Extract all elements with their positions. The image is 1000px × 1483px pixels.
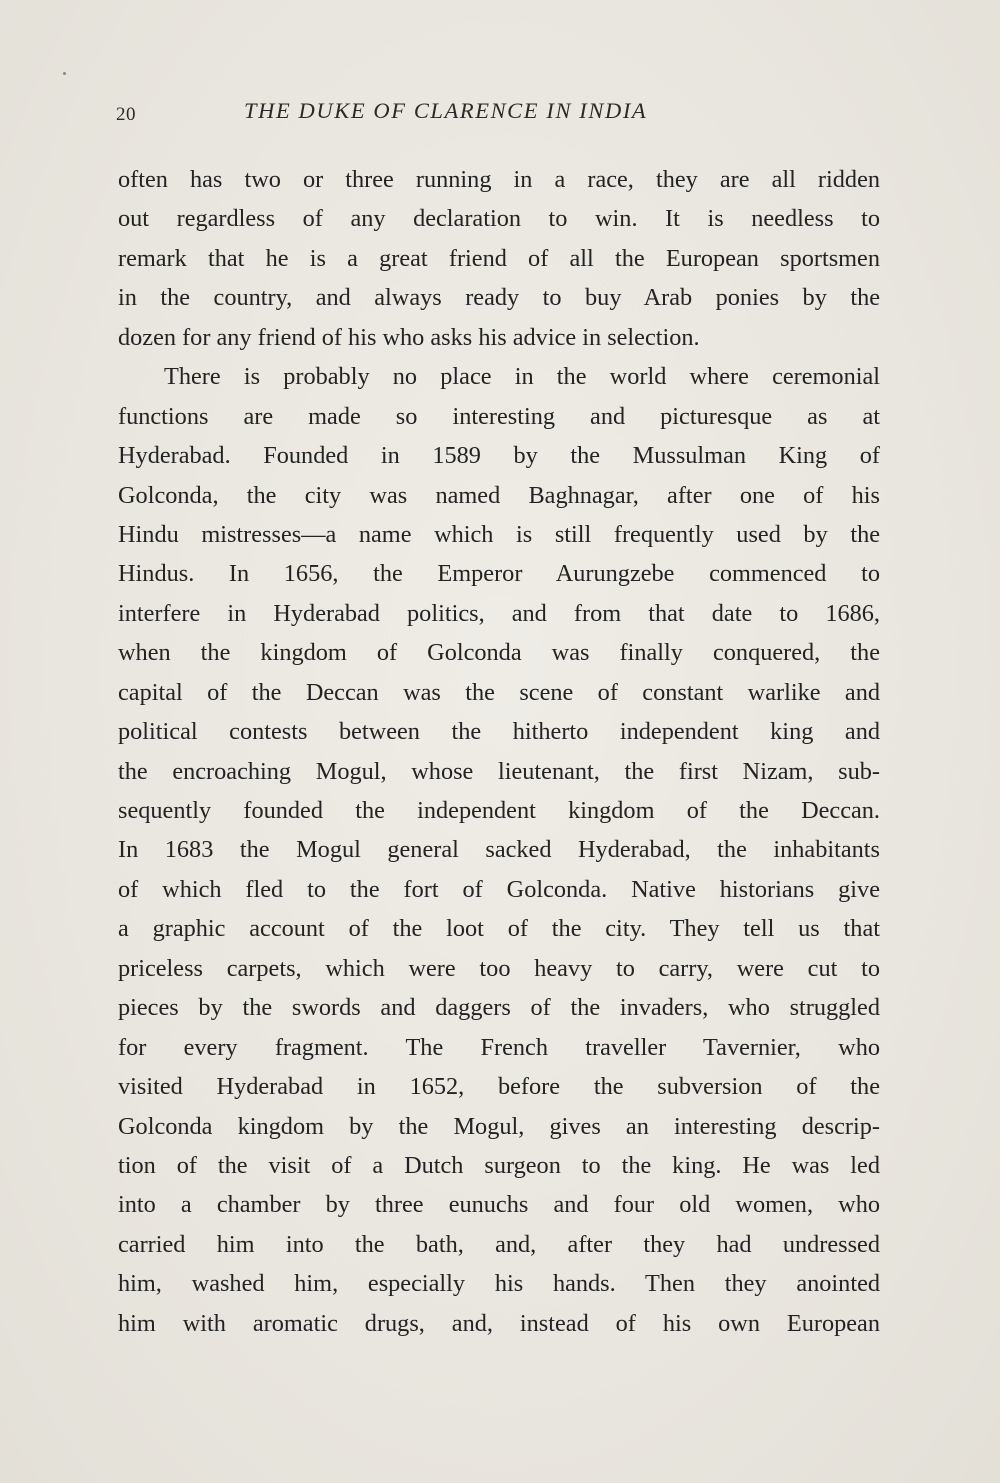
text-line: him, washed him, especially his hands. Then they anointed: [118, 1270, 880, 1298]
text-line: carried him into the bath, and, after they had undressed: [118, 1230, 880, 1258]
text-line: Golconda, the city was named Baghnagar, after one of his: [118, 481, 880, 509]
text-line: pieces by the swords and daggers of the invaders, who struggled: [118, 994, 880, 1022]
page-number: 20: [116, 104, 136, 125]
text-line: a graphic account of the loot of the city. They tell us that: [118, 915, 880, 943]
paper-speck: [63, 72, 66, 75]
text-line: for every fragment. The French traveller Tavernier, who: [118, 1033, 880, 1061]
text-line: In 1683 the Mogul general sacked Hyderabad, the inhabitants: [118, 836, 880, 864]
text-line: visited Hyderabad in 1652, before the subversion of the: [118, 1073, 880, 1101]
text-line: remark that he is a great friend of all the European sportsmen: [118, 244, 880, 272]
text-line: political contests between the hitherto independent king and: [118, 718, 880, 746]
text-line: Hindus. In 1656, the Emperor Aurungzebe commenced to: [118, 560, 880, 588]
text-line: Golconda kingdom by the Mogul, gives an interesting descrip-: [118, 1112, 880, 1140]
text-line: dozen for any friend of his who asks his advice in selection.: [118, 323, 700, 351]
running-title: THE DUKE OF CLARENCE IN INDIA: [244, 98, 648, 123]
body-text: [118, 160, 880, 1343]
text-line: Hyderabad. Founded in 1589 by the Mussulman King of: [118, 442, 880, 470]
text-line: him with aromatic drugs, and, instead of his own European: [118, 1309, 880, 1337]
text-line: Hindu mistresses—a name which is still frequently used by the: [118, 520, 880, 548]
text-line: in the country, and always ready to buy Arab ponies by the: [118, 284, 880, 312]
text-line: the encroaching Mogul, whose lieutenant, the first Nizam, sub-: [118, 757, 880, 785]
text-line: into a chamber by three eunuchs and four old women, who: [118, 1191, 880, 1219]
text-line: capital of the Deccan was the scene of constant warlike and: [118, 678, 880, 706]
text-line: when the kingdom of Golconda was finally conquered, the: [118, 639, 880, 667]
text-line: often has two or three running in a race, they are all ridden: [118, 166, 880, 193]
paragraph: [118, 357, 880, 1343]
text-line: sequently founded the independent kingdom of the Deccan.: [118, 797, 880, 824]
text-line: There is probably no place in the world where ceremonial: [164, 363, 880, 391]
page-header: [116, 98, 886, 132]
text-line: functions are made so interesting and picturesque as at: [118, 402, 880, 430]
text-line: interfere in Hyderabad politics, and from that date to 1686,: [118, 599, 880, 627]
paragraph: [118, 160, 880, 357]
text-line: priceless carpets, which were too heavy to carry, were cut to: [118, 954, 880, 982]
text-line: out regardless of any declaration to win. It is needless to: [118, 205, 880, 233]
text-line: tion of the visit of a Dutch surgeon to the king. He was led: [118, 1151, 880, 1179]
text-line: of which fled to the fort of Golconda. Native historians give: [118, 875, 880, 903]
